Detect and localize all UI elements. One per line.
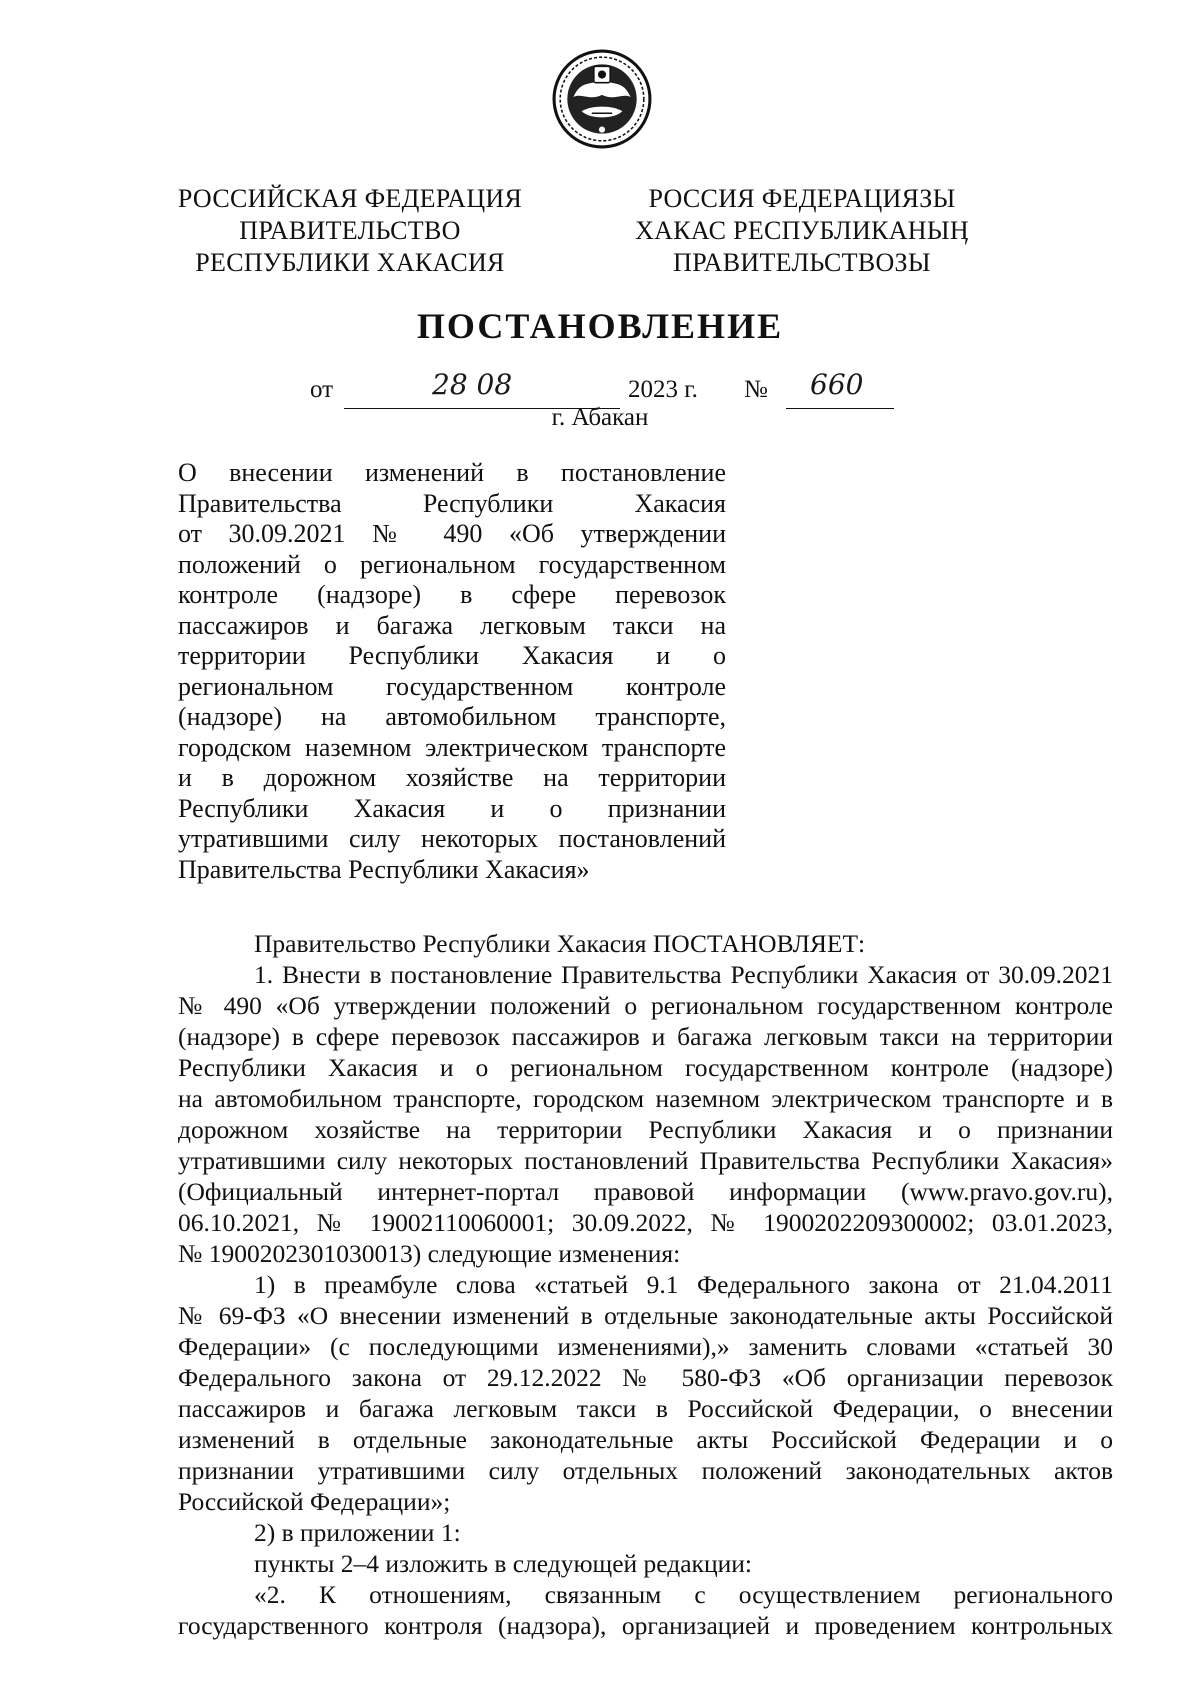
subject-line: Правительства Республики Хакасия — [178, 488, 726, 518]
body-line: 06.10.2021, № 19002110060001; 30.09.2022, № 1900202209300002; 03.01.2023, — [178, 1208, 1113, 1237]
header-left-line: РЕСПУБЛИКИ ХАКАСИЯ — [195, 248, 505, 277]
body-line: № 1900202301030013) следующие изменения: — [178, 1239, 681, 1268]
subject-line: Правительства Республики Хакасия» — [178, 854, 590, 884]
subject-line: городском наземном электрическом транспорте — [178, 732, 726, 762]
city-line: г. Абакан — [551, 404, 649, 431]
subject-line: положений о региональном государственном — [178, 549, 726, 579]
date-prefix: от — [310, 376, 334, 403]
subject-line: (надзоре) на автомобильном транспорте, — [178, 702, 726, 731]
subject-line: и в дорожном хозяйстве на территории — [178, 763, 726, 792]
body-line: признании утратившими силу отдельных положений законодательных актов — [178, 1456, 1113, 1485]
document-type-title: ПОСТАНОВЛЕНИЕ — [416, 306, 784, 346]
header-right-line: ХАКАС РЕСПУБЛИКАНЫӉ — [635, 216, 969, 245]
number-label: № — [744, 376, 768, 403]
body-line: № 69-ФЗ «О внесении изменений в отдельные законодательные акты Российской — [178, 1301, 1113, 1330]
header-left — [150, 183, 550, 279]
body-line: изменений в отдельные законодательные акты Российской Федерации и о — [178, 1425, 1113, 1454]
subject-line: Республики Хакасия и о признании — [178, 793, 726, 823]
body-line: дорожном хозяйстве на территории Республики Хакасия и о признании — [178, 1115, 1113, 1144]
body-line: № 490 «Об утверждении положений о региональном государственном контроле — [178, 991, 1113, 1020]
body-line: Республики Хакасия и о региональном государственном контроле (надзоре) — [178, 1053, 1113, 1082]
header-left-line: РОССИЙСКАЯ ФЕДЕРАЦИЯ — [177, 184, 523, 213]
subject-block — [178, 458, 726, 885]
body-line: Федерального закона от 29.12.2022 № 580-ФЗ «Об организации перевозок — [178, 1363, 1113, 1392]
document-body — [178, 928, 1113, 1641]
subject-line: О внесении изменений в постановление — [178, 458, 726, 487]
body-line: утратившими силу некоторых постановлений Правительства Республики Хакасия» — [178, 1146, 1113, 1175]
subject-line: пассажиров и багажа легковым такси на — [178, 610, 726, 640]
body-line: на автомобильном транспорте, городском наземном электрическом транспорте и в — [178, 1084, 1113, 1113]
coat-of-arms-icon — [551, 48, 653, 150]
body-line: Российской Федерации»; — [178, 1487, 451, 1516]
body-line: государственного контроля (надзора), организацией и проведением контрольных — [178, 1611, 1113, 1640]
handwritten-date: 28 08 — [432, 368, 513, 401]
body-line: пассажиров и багажа легковым такси в Российской Федерации, о внесении — [178, 1394, 1113, 1423]
body-line: Федерации» (с последующими изменениями),» заменить словами «статьей 30 — [178, 1332, 1113, 1361]
handwritten-number: 660 — [810, 368, 864, 401]
header-right-line: ПРАВИТЕЛЬСТВОЗЫ — [673, 248, 931, 277]
header-left-line: ПРАВИТЕЛЬСТВО — [239, 216, 461, 245]
body-line: Правительство Республики Хакасия ПОСТАНОВЛЯЕТ: — [254, 929, 866, 958]
subject-line: контроле (надзоре) в сфере перевозок — [178, 580, 726, 609]
body-line: 2) в приложении 1: — [254, 1518, 461, 1547]
body-line: пункты 2–4 изложить в следующей редакции: — [254, 1549, 752, 1578]
body-line: (Официальный интернет-портал правовой информации (www.pravo.gov.ru), — [178, 1177, 1113, 1206]
year-label: 2023 г. — [628, 376, 698, 403]
body-line: 1) в преамбуле слова «статьей 9.1 Федерального закона от 21.04.2011 — [254, 1270, 1113, 1299]
body-line: (надзоре) в сфере перевозок пассажиров и багажа легковым такси на территории — [178, 1022, 1113, 1051]
header-right-line: РОССИЯ ФЕДЕРАЦИЯЗЫ — [648, 184, 956, 213]
subject-line: территории Республики Хакасия и о — [178, 641, 726, 670]
subject-line: от 30.09.2021 № 490 «Об утверждении — [178, 519, 726, 548]
body-line: «2. К отношениям, связанным с осуществлением регионального — [254, 1580, 1113, 1609]
body-line: 1. Внести в постановление Правительства Республики Хакасия от 30.09.2021 — [254, 960, 1113, 989]
subject-line: утратившими силу некоторых постановлений — [178, 824, 726, 853]
subject-line: региональном государственном контроле — [178, 671, 726, 701]
header-right — [602, 183, 1002, 279]
